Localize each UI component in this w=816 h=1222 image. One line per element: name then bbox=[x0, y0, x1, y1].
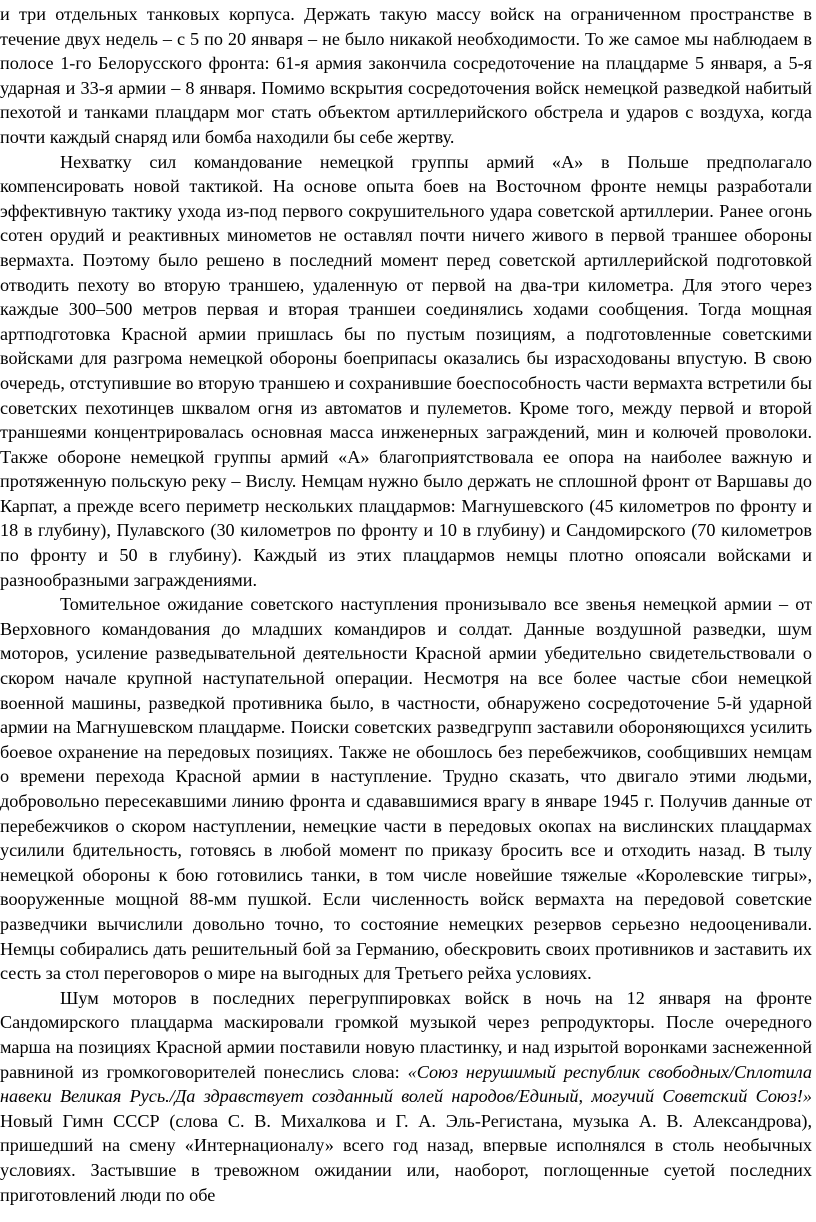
paragraph-4-text-after: Новый Гимн СССР (слова С. В. Михалкова и Г. А. Эль-Регистана, музыка А. В. Александрова), пришедший на смену «Интернационалу» всего год назад, впервые исполнялся в столь необычных условиях. Застывшие в тревожном ожидании или, наоборот, поглощенные суетой последних приготовлений люди по обе bbox=[0, 1110, 812, 1205]
paragraph-2: Нехватку сил командование немецкой группы армий «А» в Польше предполагало компенсировать новой тактикой. На основе опыта боев на Восточном фронте немцы разработали эффективную тактику ухода из-под первого сокрушительного удара советской артиллерии. Ранее огонь сотен орудий и реактивных минометов не оставлял почти ничего живого в первой траншее обороны вермахта. Поэтому было решено в последний момент перед советской артиллерийской подготовкой отводить пехоту во вторую траншею, удаленную от первой на два-три километра. Для этого через каждые 300–500 метров первая и вторая траншеи соединялись ходами сообщения. Тогда мощная артподготовка Красной армии пришлась бы по пустым позициям, а подготовленные советскими войсками для разгрома немецкой обороны боеприпасы оказались бы израсходованы впустую. В свою очередь, отступившие во вторую траншею и сохранившие боеспособность части вермахта встретили бы советских пехотинцев шквалом огня из автоматов и пулеметов. Кроме того, между первой и второй траншеями концентрировалась основная масса инженерных заграждений, мин и колючей проволоки. Также обороне немецкой группы армий «А» благоприятствовала ее опора на наиболее важную и протяженную польскую реку – Вислу. Немцам нужно было держать не сплошной фронт от Варшавы до Карпат, а прежде всего периметр нескольких плацдармов: Магнушевского (45 километров по фронту и 18 в глубину), Пулавского (30 километров по фронту и 10 в глубину) и Сандомирского (70 километров по фронту и 50 в глубину). Каждый из этих плацдармов немцы плотно опоясали войсками и разнообразными заграждениями. bbox=[0, 151, 812, 590]
paragraph-4 bbox=[0, 986, 812, 1207]
anthem-lyrics-quote: «Союз нерушимый республик свободных/Сплотила навеки Великая Русь./Да здравствует созданный волей народов/Единый, могучий Советский Союз!» bbox=[0, 1061, 812, 1107]
document-page bbox=[0, 2, 812, 1207]
paragraph-3: Томительное ожидание советского наступления пронизывало все звенья немецкой армии – от Верховного командования до младших командиров и солдат. Данные воздушной разведки, шум моторов, усиление разведывательной деятельности Красной армии убедительно свидетельствовали о скором начале крупной наступательной операции. Несмотря на все более частые сбои немецкой военной машины, разведкой противника было, в частности, обнаружено сосредоточение 5-й ударной армии на Магнушевском плацдарме. Поиски советских разведгрупп заставили обороняющихся усилить боевое охранение на передовых позициях. Также не обошлось без перебежчиков, сообщивших немцам о времени перехода Красной армии в наступление. Трудно сказать, что двигало этими людьми, добровольно пересекавшими линию фронта и сдававшимися врагу в январе 1945 г. Получив данные от перебежчиков о скором наступлении, немецкие части в передовых окопах на вислинских плацдармах усилили бдительность, готовясь в любой момент по приказу бросить все и отходить назад. В тылу немецкой обороны к бою готовились танки, в том числе новейшие тяжелые «Королевские тигры», вооруженные мощной 88-мм пушкой. Если численность войск вермахта на передовой советские разведчики вычислили довольно точно, то состояние немецких резервов серьезно недооценивали. Немцы собирались дать решительный бой за Германию, обескровить своих противников и заставить их сесть за стол переговоров о мире на выгодных для Третьего рейха условиях. bbox=[0, 594, 812, 984]
paragraph-4-text-before: Шум моторов в последних перегруппировках войск в ночь на 12 января на фронте Сандомирского плацдарма маскировали громкой музыкой через репродукторы. После очередного марша на позициях Красной армии поставили новую пластинку, и над изрытой воронками заснеженной равниной из громкоговорителей понеслись слова: bbox=[0, 987, 812, 1082]
paragraph-1: и три отдельных танковых корпуса. Держать такую массу войск на ограниченном пространстве в течение двух недель – с 5 по 20 января – не было никакой необходимости. То же самое мы наблюдаем в полосе 1-го Белорусского фронта: 61-я армия закончила сосредоточение на плацдарме 5 января, а 5-я ударная и 33-я армии – 8 января. Помимо вскрытия сосредоточения войск немецкой разведкой набитый пехотой и танками плацдарм мог стать объектом артиллерийского обстрела и ударов с воздуха, когда почти каждый снаряд или бомба находили бы себе жертву. bbox=[0, 4, 812, 147]
